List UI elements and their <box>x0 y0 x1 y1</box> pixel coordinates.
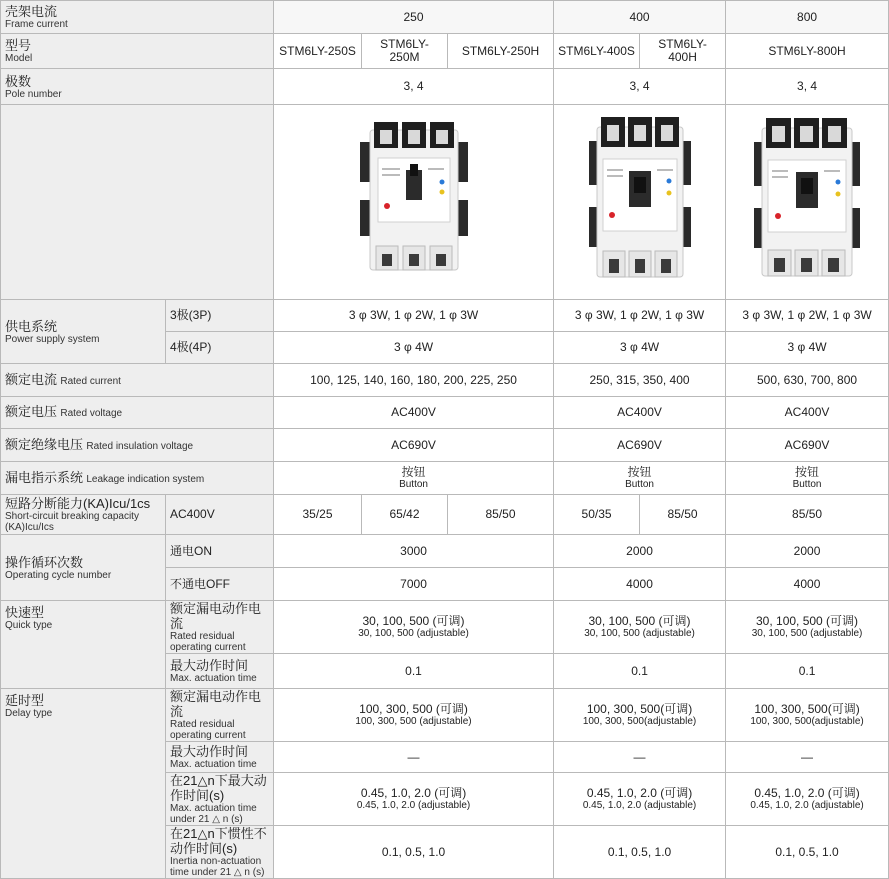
cycles-off-400: 4000 <box>554 568 726 601</box>
breaking-voltage-label: AC400V <box>166 495 274 535</box>
power-3p-400: 3 φ 3W, 1 φ 2W, 1 φ 3W <box>554 300 726 332</box>
cycles-off-250: 7000 <box>274 568 554 601</box>
insulation-voltage-400: AC690V <box>554 429 726 462</box>
cycles-on-250: 3000 <box>274 535 554 568</box>
rated-voltage-800: AC400V <box>726 397 889 429</box>
breaking-400h: 85/50 <box>640 495 726 535</box>
rated-current-400: 250, 315, 350, 400 <box>554 364 726 397</box>
cycles-on-label: 通电ON <box>166 535 274 568</box>
breaking-250m: 65/42 <box>362 495 448 535</box>
model-label: 型号 Model <box>1 34 274 69</box>
breaking-400s: 50/35 <box>554 495 640 535</box>
row-quick-residual <box>1 601 889 654</box>
delay-max-time-label: 最大动作时间 Max. actuation time <box>166 742 274 773</box>
quick-type-label: 快速型 Quick type <box>1 601 166 689</box>
breaking-250h: 85/50 <box>448 495 554 535</box>
image-cell-400 <box>554 105 726 300</box>
frame-400: 400 <box>554 1 726 34</box>
breaker-250-image <box>358 122 470 282</box>
cycles-on-800: 2000 <box>726 535 889 568</box>
rated-current-800: 500, 630, 700, 800 <box>726 364 889 397</box>
insulation-voltage-250: AC690V <box>274 429 554 462</box>
cycles-off-800: 4000 <box>726 568 889 601</box>
power-3p-label: 3极(3P) <box>166 300 274 332</box>
row-rated-current <box>1 364 889 397</box>
model-400s: STM6LY-400S <box>554 34 640 69</box>
insulation-voltage-800: AC690V <box>726 429 889 462</box>
quick-residual-800: 30, 100, 500 (可调) 30, 100, 500 (adjustable) <box>726 601 889 654</box>
delay-residual-400: 100, 300, 500(可调) 100, 300, 500(adjustable) <box>554 689 726 742</box>
breaker-400-image <box>589 117 691 287</box>
delay-max-time-800: — <box>726 742 889 773</box>
row-cycles-on <box>1 535 889 568</box>
row-insulation-voltage <box>1 429 889 462</box>
delay-max-21-250: 0.45, 1.0, 2.0 (可调) 0.45, 1.0, 2.0 (adjustable) <box>274 773 554 826</box>
rated-current-label: 额定电流 Rated current <box>1 364 274 397</box>
breaking-800h: 85/50 <box>726 495 889 535</box>
row-breaking-capacity <box>1 495 889 535</box>
row-pole-number <box>1 69 889 105</box>
delay-max-21-label: 在21△n下最大动作时间(s) Max. actuation time under 21 △ n (s) <box>166 773 274 826</box>
quick-max-time-400: 0.1 <box>554 654 726 689</box>
leakage-400: 按钮 Button <box>554 462 726 495</box>
frame-800: 800 <box>726 1 889 34</box>
rated-current-250: 100, 125, 140, 160, 180, 200, 225, 250 <box>274 364 554 397</box>
breaker-800-image <box>754 118 860 286</box>
row-leakage-indication <box>1 462 889 495</box>
pole-400: 3, 4 <box>554 69 726 105</box>
row-power-3p <box>1 300 889 332</box>
power-3p-250: 3 φ 3W, 1 φ 2W, 1 φ 3W <box>274 300 554 332</box>
breaking-250s: 35/25 <box>274 495 362 535</box>
cycles-off-label: 不通电OFF <box>166 568 274 601</box>
rated-voltage-label: 额定电压 Rated voltage <box>1 397 274 429</box>
quick-residual-250-cn: 30, 100, 500 (可调) <box>362 614 465 628</box>
delay-residual-label: 额定漏电动作电流 Rated residual operating current <box>166 689 274 742</box>
rated-voltage-400: AC400V <box>554 397 726 429</box>
delay-max-21-800: 0.45, 1.0, 2.0 (可调) 0.45, 1.0, 2.0 (adjustable) <box>726 773 889 826</box>
model-400h: STM6LY-400H <box>640 34 726 69</box>
power-4p-400: 3 φ 4W <box>554 332 726 364</box>
quick-residual-250 <box>274 601 554 654</box>
power-4p-800: 3 φ 4W <box>726 332 889 364</box>
delay-inertia-800: 0.1, 0.5, 1.0 <box>726 826 889 879</box>
image-cell-250 <box>274 105 554 300</box>
row-rated-voltage <box>1 397 889 429</box>
quick-residual-label: 额定漏电动作电流 Rated residual operating current <box>166 601 274 654</box>
quick-max-time-250: 0.1 <box>274 654 554 689</box>
delay-max-time-400: — <box>554 742 726 773</box>
delay-type-label: 延时型 Delay type <box>1 689 166 879</box>
model-250m: STM6LY-250M <box>362 34 448 69</box>
leakage-indication-label: 漏电指示系统 Leakage indication system <box>1 462 274 495</box>
pole-number-label: 极数 Pole number <box>1 69 274 105</box>
image-cell-800 <box>726 105 889 300</box>
delay-max-21-400: 0.45, 1.0, 2.0 (可调) 0.45, 1.0, 2.0 (adjustable) <box>554 773 726 826</box>
cycles-on-400: 2000 <box>554 535 726 568</box>
quick-residual-250-en: 30, 100, 500 (adjustable) <box>358 628 469 639</box>
delay-residual-800: 100, 300, 500(可调) 100, 300, 500(adjustable) <box>726 689 889 742</box>
model-250h: STM6LY-250H <box>448 34 554 69</box>
rated-voltage-250: AC400V <box>274 397 554 429</box>
frame-250: 250 <box>274 1 554 34</box>
frame-current-label: 壳架电流 Frame current <box>1 1 274 34</box>
row-model <box>1 34 889 69</box>
delay-inertia-label: 在21△n下惯性不动作时间(s) Inertia non-actuation time under 21 △ n (s) <box>166 826 274 879</box>
leakage-250: 按钮 Button <box>274 462 554 495</box>
quick-max-time-800: 0.1 <box>726 654 889 689</box>
power-3p-800: 3 φ 3W, 1 φ 2W, 1 φ 3W <box>726 300 889 332</box>
row-delay-residual <box>1 689 889 742</box>
power-4p-250: 3 φ 4W <box>274 332 554 364</box>
quick-max-time-label: 最大动作时间 Max. actuation time <box>166 654 274 689</box>
breaking-capacity-label: 短路分断能力(KA)Icu/1cs Short-circuit breaking capacity (KA)Icu/Ics <box>1 495 166 535</box>
pole-250: 3, 4 <box>274 69 554 105</box>
pole-800: 3, 4 <box>726 69 889 105</box>
delay-max-time-250: — <box>274 742 554 773</box>
power-supply-label: 供电系统 Power supply system <box>1 300 166 364</box>
image-row-label <box>1 105 274 300</box>
delay-residual-250: 100, 300, 500 (可调) 100, 300, 500 (adjustable) <box>274 689 554 742</box>
leakage-800: 按钮 Button <box>726 462 889 495</box>
power-4p-label: 4极(4P) <box>166 332 274 364</box>
model-250s: STM6LY-250S <box>274 34 362 69</box>
delay-inertia-400: 0.1, 0.5, 1.0 <box>554 826 726 879</box>
model-800h: STM6LY-800H <box>726 34 889 69</box>
row-product-images <box>1 105 889 300</box>
delay-inertia-250: 0.1, 0.5, 1.0 <box>274 826 554 879</box>
row-frame-current <box>1 1 889 34</box>
insulation-voltage-label: 额定绝缘电压 Rated insulation voltage <box>1 429 274 462</box>
quick-residual-400: 30, 100, 500 (可调) 30, 100, 500 (adjustable) <box>554 601 726 654</box>
operating-cycle-label: 操作循环次数 Operating cycle number <box>1 535 166 601</box>
